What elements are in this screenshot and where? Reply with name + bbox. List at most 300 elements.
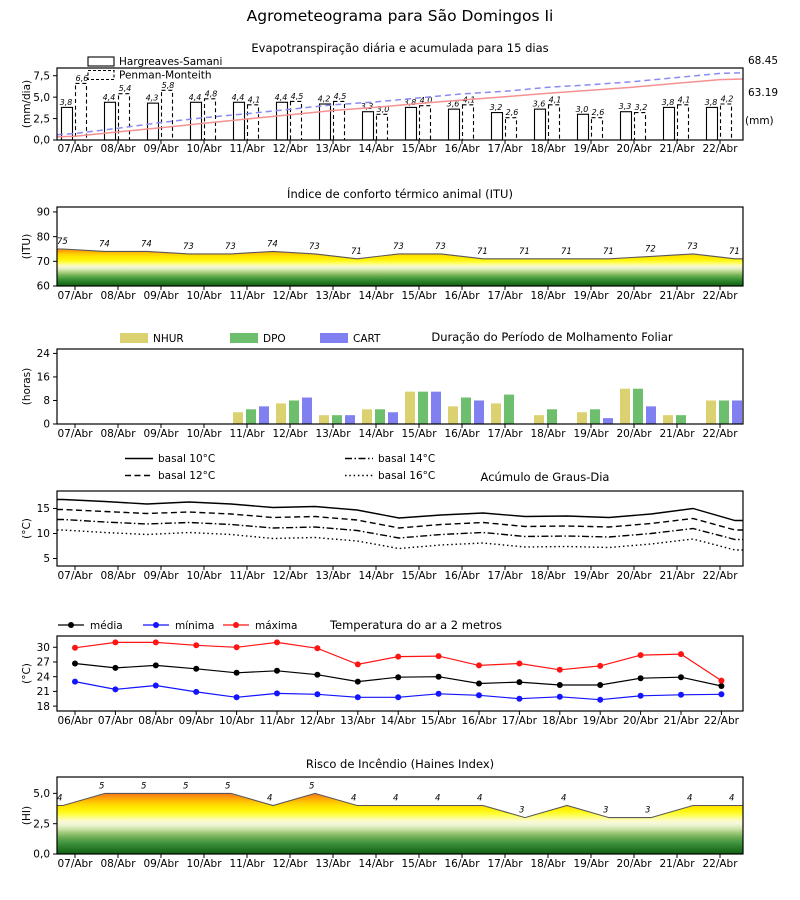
- temp-point-média: [153, 662, 159, 668]
- panel-itu: [21, 186, 743, 302]
- nhur-bar: [577, 412, 587, 424]
- hargreaves-value-label: 3,8: [403, 97, 417, 107]
- legend-label: basal 12°C: [158, 470, 216, 482]
- cart-bar: [388, 412, 398, 424]
- temp-point-máxima: [72, 645, 78, 651]
- temp-point-mínima: [395, 694, 401, 700]
- penman-bar: [463, 105, 474, 140]
- x-tick-label: 21/Abr: [659, 570, 695, 582]
- x-tick-label: 19/Abr: [573, 570, 609, 582]
- x-tick-label: 17/Abr: [487, 570, 523, 582]
- chart-title-temp: Temperatura do ar a 2 metros: [329, 618, 503, 632]
- x-tick-label: 22/Abr: [703, 715, 739, 727]
- hargreaves-bar: [535, 109, 546, 140]
- x-tick-label: 08/Abr: [100, 858, 136, 870]
- itu-value-label: 73: [309, 241, 320, 252]
- nhur-bar: [491, 403, 501, 424]
- y-tick-label: 0,0: [33, 848, 50, 861]
- y-axis-label-haines: (HI): [21, 805, 33, 826]
- dpo-bar: [289, 400, 299, 424]
- x-tick-label: 18/Abr: [530, 428, 566, 440]
- x-tick-label: 13/Abr: [315, 570, 351, 582]
- x-tick-label: 14/Abr: [358, 858, 394, 870]
- x-tick-label: 17/Abr: [487, 290, 523, 302]
- penman-bar: [635, 113, 646, 140]
- legend-marker-máxima: [233, 622, 239, 628]
- x-tick-label: 16/Abr: [444, 570, 480, 582]
- x-tick-label: 10/Abr: [186, 428, 222, 440]
- nhur-bar: [620, 389, 630, 424]
- temp-point-mínima: [597, 697, 603, 703]
- x-tick-label: 13/Abr: [315, 143, 351, 155]
- penman-bar: [377, 114, 388, 140]
- gdd-line-3: [57, 520, 743, 540]
- x-tick-label: 22/Abr: [702, 570, 738, 582]
- nhur-bar: [276, 403, 286, 424]
- cart-bar: [431, 392, 441, 424]
- penman-bar: [162, 90, 173, 140]
- haines-value-label: 4: [393, 793, 399, 804]
- x-tick-label: 21/Abr: [659, 290, 695, 302]
- x-tick-label: 10/Abr: [186, 858, 222, 870]
- x-tick-label: 18/Abr: [542, 715, 578, 727]
- temp-point-média: [72, 661, 78, 667]
- haines-value-label: 4: [267, 793, 273, 804]
- nhur-bar: [706, 400, 716, 424]
- haines-value-label: 5: [141, 781, 147, 792]
- y-tick-label: 70: [36, 256, 50, 269]
- temp-point-mínima: [234, 694, 240, 700]
- y-tick-label: 30: [36, 641, 50, 654]
- hargreaves-bar: [363, 112, 374, 140]
- penman-value-label: 2,6: [505, 108, 519, 118]
- nhur-bar: [448, 406, 458, 424]
- nhur-bar: [663, 415, 673, 424]
- legend-swatch-DPO: [230, 333, 258, 343]
- y-tick-label: 24: [36, 671, 50, 684]
- gdd-line-2: [57, 510, 743, 531]
- y-axis-label-gdd: (°C): [21, 518, 33, 539]
- temp-point-máxima: [678, 651, 684, 657]
- haines-value-label: 3: [645, 805, 651, 816]
- x-tick-label: 12/Abr: [272, 570, 308, 582]
- x-tick-label: 21/Abr: [663, 715, 699, 727]
- temp-point-média: [193, 666, 199, 672]
- y-tick-label: 0,0: [33, 134, 50, 147]
- x-tick-label: 20/Abr: [616, 143, 652, 155]
- x-tick-label: 15/Abr: [401, 570, 437, 582]
- hargreaves-bar: [449, 109, 460, 140]
- itu-value-label: 71: [351, 246, 362, 257]
- haines-value-label: 4: [351, 793, 357, 804]
- x-tick-label: 10/Abr: [186, 143, 222, 155]
- x-tick-label: 07/Abr: [57, 570, 93, 582]
- dpo-bar: [590, 409, 600, 424]
- chart-title-itu: Índice de conforto térmico animal (ITU): [287, 187, 513, 201]
- legend-swatch-CART: [320, 333, 348, 343]
- penman-bar: [119, 94, 130, 140]
- x-tick-label: 11/Abr: [229, 428, 265, 440]
- temp-point-mínima: [355, 694, 361, 700]
- dpo-bar: [461, 398, 471, 424]
- y-tick-label: 24: [36, 348, 50, 361]
- x-tick-label: 09/Abr: [178, 715, 214, 727]
- dpo-bar: [418, 392, 428, 424]
- x-tick-label: 11/Abr: [229, 143, 265, 155]
- haines-value-label: 4: [561, 793, 567, 804]
- itu-value-label: 74: [99, 239, 110, 250]
- temp-point-mínima: [274, 690, 280, 696]
- temp-point-média: [516, 679, 522, 685]
- dpo-bar: [504, 395, 514, 424]
- panel-evapo: [21, 41, 778, 155]
- dpo-bar: [375, 409, 385, 424]
- legend-label: Penman-Monteith: [119, 69, 212, 82]
- hargreaves-value-label: 3,6: [446, 99, 460, 109]
- hargreaves-value-label: 3,0: [575, 104, 589, 114]
- x-tick-label: 22/Abr: [702, 428, 738, 440]
- temp-point-média: [557, 682, 563, 688]
- penman-value-label: 5,8: [161, 80, 175, 90]
- chart-title-gdd: Acúmulo de Graus-Dia: [480, 470, 610, 484]
- haines-area-fill: [57, 793, 743, 854]
- x-tick-label: 16/Abr: [461, 715, 497, 727]
- legend-label: NHUR: [153, 333, 184, 345]
- legend-label: média: [90, 620, 123, 632]
- x-tick-label: 18/Abr: [530, 570, 566, 582]
- nhur-bar: [233, 412, 243, 424]
- x-tick-label: 17/Abr: [487, 143, 523, 155]
- x-tick-label: 15/Abr: [401, 143, 437, 155]
- x-tick-label: 20/Abr: [623, 715, 659, 727]
- penman-value-label: 5,4: [118, 84, 132, 94]
- cart-bar: [259, 406, 269, 424]
- itu-value-label: 71: [477, 246, 488, 257]
- cart-bar: [603, 418, 613, 424]
- penman-value-label: 4,8: [204, 89, 218, 99]
- dpo-bar: [633, 389, 643, 424]
- y-tick-label: 15: [36, 503, 50, 516]
- x-tick-label: 09/Abr: [143, 428, 179, 440]
- x-tick-label: 15/Abr: [401, 290, 437, 302]
- hargreaves-value-label: 3,8: [661, 97, 675, 107]
- x-tick-label: 20/Abr: [616, 858, 652, 870]
- x-tick-label: 12/Abr: [272, 428, 308, 440]
- penman-value-label: 2,6: [591, 108, 605, 118]
- hargreaves-value-label: 3,6: [532, 99, 546, 109]
- haines-value-label: 4: [57, 793, 63, 804]
- legend-swatch-NHUR: [120, 333, 148, 343]
- x-tick-label: 22/Abr: [702, 143, 738, 155]
- penman-total-label: 68.45: [748, 55, 779, 67]
- penman-bar: [721, 104, 732, 140]
- temp-point-mínima: [516, 696, 522, 702]
- penman-value-label: 4,1: [247, 95, 261, 105]
- x-tick-label: 09/Abr: [143, 570, 179, 582]
- y-tick-label: 27: [36, 656, 50, 669]
- y-tick-label: 16: [36, 371, 50, 384]
- x-tick-label: 09/Abr: [143, 143, 179, 155]
- dpo-bar: [246, 409, 256, 424]
- y-tick-label: 2,5: [33, 818, 50, 831]
- nhur-bar: [319, 415, 329, 424]
- x-tick-label: 19/Abr: [573, 428, 609, 440]
- nhur-bar: [362, 409, 372, 424]
- x-tick-label: 08/Abr: [100, 290, 136, 302]
- y-tick-label: 2,5: [33, 113, 50, 126]
- x-tick-label: 09/Abr: [143, 858, 179, 870]
- legend-label: basal 16°C: [378, 470, 436, 482]
- nhur-bar: [405, 392, 415, 424]
- hargreaves-value-label: 3,3: [360, 102, 374, 112]
- temp-point-média: [274, 668, 280, 674]
- hargreaves-bar: [277, 102, 288, 140]
- hargreaves-value-label: 3,8: [704, 97, 718, 107]
- penman-value-label: 4,1: [462, 95, 476, 105]
- itu-value-label: 72: [645, 244, 656, 255]
- haines-value-label: 5: [99, 781, 105, 792]
- temp-point-mínima: [193, 689, 199, 695]
- temp-point-máxima: [597, 663, 603, 669]
- temp-point-média: [597, 682, 603, 688]
- temp-point-mínima: [718, 691, 724, 697]
- panel-haines: [21, 757, 743, 870]
- temp-point-média: [395, 674, 401, 680]
- hargreaves-bar: [105, 102, 116, 140]
- penman-bar: [549, 105, 560, 140]
- haines-value-label: 5: [225, 781, 231, 792]
- temp-point-máxima: [395, 654, 401, 660]
- temp-point-máxima: [355, 661, 361, 667]
- x-tick-label: 14/Abr: [358, 143, 394, 155]
- haines-value-label: 4: [477, 793, 483, 804]
- itu-value-label: 74: [141, 239, 152, 250]
- hargreaves-value-label: 3,8: [59, 97, 73, 107]
- haines-value-label: 3: [603, 805, 609, 816]
- hargreaves-bar: [191, 102, 202, 140]
- y-tick-label: 5: [43, 553, 50, 566]
- temp-point-média: [436, 674, 442, 680]
- x-tick-label: 19/Abr: [573, 143, 609, 155]
- dpo-bar: [547, 409, 557, 424]
- chart-title-haines: Risco de Incêndio (Haines Index): [305, 757, 495, 771]
- penman-value-label: 3,0: [376, 104, 390, 114]
- itu-value-label: 71: [519, 246, 530, 257]
- x-tick-label: 08/Abr: [100, 570, 136, 582]
- legend-label: mínima: [175, 620, 215, 632]
- hargreaves-bar: [62, 107, 73, 140]
- penman-value-label: 4,5: [290, 91, 304, 101]
- x-tick-label: 15/Abr: [401, 858, 437, 870]
- hargreaves-bar: [621, 112, 632, 140]
- temp-point-máxima: [718, 678, 724, 684]
- hargreaves-value-label: 4,4: [188, 92, 202, 102]
- legend-label: basal 10°C: [158, 453, 216, 465]
- itu-value-label: 75: [57, 236, 68, 247]
- x-tick-label: 12/Abr: [272, 143, 308, 155]
- temp-point-máxima: [314, 645, 320, 651]
- x-tick-label: 18/Abr: [530, 290, 566, 302]
- y-tick-label: 10: [36, 528, 50, 541]
- chart-title-dpo: Duração do Período de Molhamento Foliar: [431, 330, 673, 344]
- temp-point-média: [234, 670, 240, 676]
- legend-marker-média: [68, 622, 74, 628]
- x-tick-label: 20/Abr: [616, 570, 652, 582]
- panel-temp: [21, 618, 743, 727]
- temp-point-máxima: [274, 639, 280, 645]
- y-tick-label: 90: [36, 206, 50, 219]
- x-tick-label: 17/Abr: [487, 858, 523, 870]
- cumulative-unit-label: (mm): [745, 115, 774, 127]
- x-tick-label: 13/Abr: [315, 858, 351, 870]
- y-tick-label: 21: [36, 686, 50, 699]
- haines-value-label: 5: [183, 781, 189, 792]
- hargreaves-value-label: 4,4: [102, 92, 116, 102]
- x-tick-label: 16/Abr: [444, 428, 480, 440]
- x-tick-label: 22/Abr: [702, 858, 738, 870]
- page-title: Agrometeograma para São Domingos Ii: [246, 7, 554, 25]
- x-tick-label: 18/Abr: [530, 858, 566, 870]
- y-axis-label-temp: (°C): [21, 663, 33, 684]
- penman-value-label: 3,2: [634, 103, 648, 113]
- penman-bar: [76, 83, 87, 140]
- hargreaves-bar: [492, 113, 503, 140]
- y-axis-label-dpo: (horas): [21, 367, 33, 406]
- x-tick-label: 13/Abr: [315, 428, 351, 440]
- penman-bar: [506, 118, 517, 140]
- hargreaves-bar: [578, 114, 589, 140]
- itu-value-label: 71: [561, 246, 572, 257]
- itu-value-label: 73: [687, 241, 698, 252]
- x-tick-label: 10/Abr: [186, 570, 222, 582]
- panel-gdd: [21, 453, 743, 582]
- penman-value-label: 4,1: [548, 95, 562, 105]
- chart-title-evapo: Evapotranspiração diária e acumulada para 15 dias: [251, 41, 549, 55]
- penman-bar: [420, 106, 431, 140]
- temp-point-máxima: [638, 652, 644, 658]
- legend-swatch-Penman-Monteith: [88, 71, 114, 80]
- x-tick-label: 07/Abr: [57, 143, 93, 155]
- gdd-line-4: [57, 530, 743, 550]
- hargreaves-value-label: 3,2: [489, 103, 503, 113]
- temp-point-máxima: [516, 661, 522, 667]
- cart-bar: [732, 400, 742, 424]
- hargreaves-bar: [320, 104, 331, 140]
- itu-value-label: 71: [729, 246, 740, 257]
- x-tick-label: 16/Abr: [444, 290, 480, 302]
- haines-value-label: 4: [435, 793, 441, 804]
- gdd-line-1: [57, 500, 743, 521]
- x-tick-label: 19/Abr: [573, 290, 609, 302]
- x-tick-label: 10/Abr: [219, 715, 255, 727]
- temp-point-mínima: [476, 692, 482, 698]
- x-tick-label: 07/Abr: [57, 858, 93, 870]
- itu-value-label: 73: [183, 241, 194, 252]
- temp-point-média: [355, 679, 361, 685]
- temp-point-mínima: [314, 691, 320, 697]
- itu-value-label: 73: [225, 241, 236, 252]
- hargreaves-bar: [406, 107, 417, 140]
- x-tick-label: 07/Abr: [57, 290, 93, 302]
- x-tick-label: 14/Abr: [358, 290, 394, 302]
- y-tick-label: 80: [36, 231, 50, 244]
- x-tick-label: 19/Abr: [573, 858, 609, 870]
- cart-bar: [345, 415, 355, 424]
- temp-point-máxima: [153, 639, 159, 645]
- x-tick-label: 12/Abr: [272, 858, 308, 870]
- y-tick-label: 7,5: [33, 70, 50, 83]
- penman-value-label: 4,1: [677, 95, 691, 105]
- nhur-bar: [534, 415, 544, 424]
- haines-value-label: 3: [519, 805, 525, 816]
- x-tick-label: 14/Abr: [358, 570, 394, 582]
- x-tick-label: 13/Abr: [315, 290, 351, 302]
- x-tick-label: 16/Abr: [444, 143, 480, 155]
- x-tick-label: 21/Abr: [659, 428, 695, 440]
- temp-point-mínima: [557, 694, 563, 700]
- x-tick-label: 08/Abr: [100, 428, 136, 440]
- x-tick-label: 20/Abr: [616, 428, 652, 440]
- hargreaves-value-label: 4,2: [317, 94, 331, 104]
- legend-label: DPO: [263, 333, 286, 345]
- legend-label: basal 14°C: [378, 453, 436, 465]
- cart-bar: [646, 406, 656, 424]
- penman-value-label: 4,0: [419, 96, 433, 106]
- temp-point-máxima: [476, 662, 482, 668]
- temp-point-mínima: [638, 693, 644, 699]
- x-tick-label: 11/Abr: [229, 290, 265, 302]
- hargreaves-value-label: 4,4: [274, 92, 288, 102]
- penman-value-label: 4,5: [333, 91, 347, 101]
- y-tick-label: 60: [36, 280, 50, 293]
- x-tick-label: 07/Abr: [97, 715, 133, 727]
- y-tick-label: 8: [43, 395, 50, 408]
- itu-value-label: 73: [393, 241, 404, 252]
- temp-point-máxima: [234, 644, 240, 650]
- x-tick-label: 11/Abr: [229, 858, 265, 870]
- legend-label: máxima: [255, 620, 298, 632]
- temp-point-mínima: [436, 691, 442, 697]
- temp-point-mínima: [112, 686, 118, 692]
- temp-point-média: [718, 683, 724, 689]
- x-tick-label: 20/Abr: [616, 290, 652, 302]
- x-tick-label: 08/Abr: [138, 715, 174, 727]
- temp-point-máxima: [557, 667, 563, 673]
- itu-value-label: 71: [603, 246, 614, 257]
- temp-point-média: [476, 681, 482, 687]
- temp-point-média: [678, 674, 684, 680]
- legend-label: Hargreaves-Samani: [119, 56, 223, 68]
- haines-value-label: 4: [729, 793, 735, 804]
- penman-value-label: 6,6: [75, 73, 89, 83]
- hargreaves-value-label: 4,3: [145, 93, 159, 103]
- hargreaves-bar: [234, 102, 245, 140]
- temp-point-máxima: [112, 639, 118, 645]
- penman-value-label: 4,2: [720, 94, 734, 104]
- y-tick-label: 5,0: [33, 788, 50, 801]
- x-tick-label: 16/Abr: [444, 858, 480, 870]
- penman-bar: [291, 101, 302, 140]
- legend-swatch-Hargreaves-Samani: [88, 57, 114, 66]
- hargreaves-bar: [664, 107, 675, 140]
- panel-dpo: [21, 330, 743, 440]
- legend-label: CART: [353, 333, 381, 345]
- x-tick-label: 21/Abr: [659, 143, 695, 155]
- y-axis-label-evapo: (mm/dia): [21, 79, 33, 129]
- dpo-bar: [676, 415, 686, 424]
- x-tick-label: 13/Abr: [340, 715, 376, 727]
- x-tick-label: 21/Abr: [659, 858, 695, 870]
